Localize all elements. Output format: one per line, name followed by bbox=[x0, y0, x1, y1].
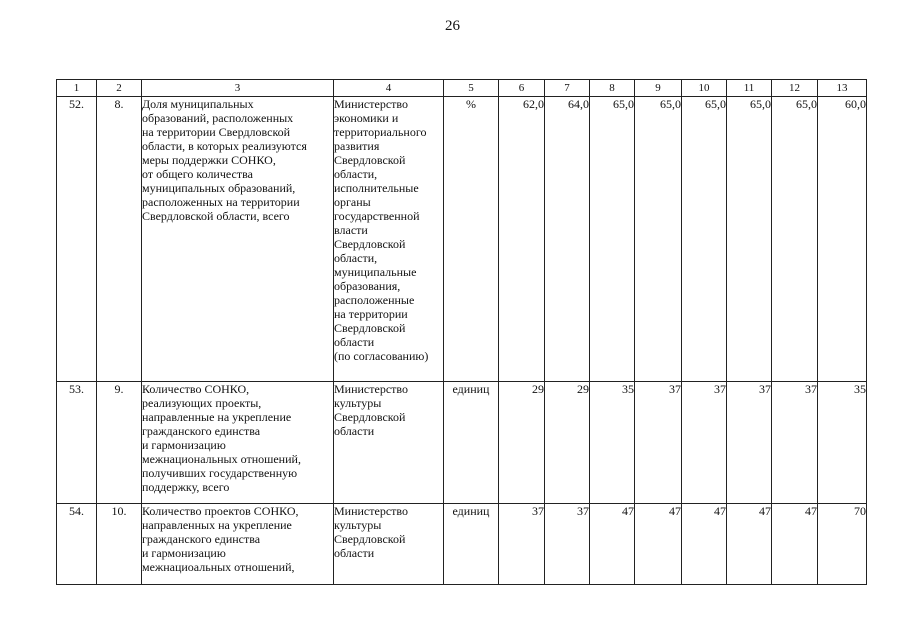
value-cell: 29 bbox=[545, 382, 590, 504]
header-cell: 12 bbox=[772, 80, 818, 97]
header-cell: 9 bbox=[635, 80, 682, 97]
value-cell: 65,0 bbox=[772, 97, 818, 382]
indicator-cell bbox=[142, 504, 334, 585]
value-cell: 37 bbox=[499, 504, 545, 585]
row-number: 52. bbox=[57, 97, 97, 382]
header-cell: 13 bbox=[818, 80, 867, 97]
value-cell: 37 bbox=[727, 382, 772, 504]
header-cell: 11 bbox=[727, 80, 772, 97]
executor-text: Министерство культуры Свердловской области bbox=[334, 382, 408, 438]
row-subnumber: 9. bbox=[97, 382, 142, 504]
value-cell: 70 bbox=[818, 504, 867, 585]
value-cell: 37 bbox=[682, 382, 727, 504]
value-cell: 47 bbox=[635, 504, 682, 585]
unit-cell: единиц bbox=[444, 382, 499, 504]
table-row bbox=[57, 97, 867, 382]
header-cell: 1 bbox=[57, 80, 97, 97]
indicator-text: Доля муниципальных образований, расположенных на территории Свердловской области, в которых реализуются меры поддержки СОНКО, от общего количества муниципальных образований, расположенных на территории Свердловской области, всего bbox=[142, 97, 307, 223]
value-cell: 65,0 bbox=[682, 97, 727, 382]
header-cell: 5 bbox=[444, 80, 499, 97]
header-cell: 4 bbox=[334, 80, 444, 97]
value-cell: 37 bbox=[635, 382, 682, 504]
row-subnumber: 10. bbox=[97, 504, 142, 585]
value-cell: 65,0 bbox=[635, 97, 682, 382]
value-cell: 37 bbox=[772, 382, 818, 504]
row-number: 54. bbox=[57, 504, 97, 585]
unit-cell: единиц bbox=[444, 504, 499, 585]
value-cell: 35 bbox=[590, 382, 635, 504]
header-cell: 7 bbox=[545, 80, 590, 97]
executor-text: Министерство экономики и территориального развития Свердловской области, исполнительные органы государственной власти Свердловской области, муниципальные образования, расположенные на территории Свердловской области (по согласованию) bbox=[334, 97, 429, 363]
executor-cell bbox=[334, 97, 444, 382]
value-cell: 47 bbox=[590, 504, 635, 585]
value-cell: 47 bbox=[772, 504, 818, 585]
table-row bbox=[57, 382, 867, 504]
indicator-text: Количество СОНКО, реализующих проекты, направленные на укрепление гражданского единства и гармонизацию межнациональных отношений, получивших государственную поддержку, всего bbox=[142, 382, 301, 494]
executor-text: Министерство культуры Свердловской области bbox=[334, 504, 408, 560]
header-row bbox=[57, 80, 867, 97]
header-cell: 8 bbox=[590, 80, 635, 97]
indicator-cell bbox=[142, 382, 334, 504]
value-cell: 37 bbox=[545, 504, 590, 585]
value-cell: 60,0 bbox=[818, 97, 867, 382]
value-cell: 29 bbox=[499, 382, 545, 504]
table-row bbox=[57, 504, 867, 585]
row-number: 53. bbox=[57, 382, 97, 504]
row-subnumber: 8. bbox=[97, 97, 142, 382]
header-cell: 2 bbox=[97, 80, 142, 97]
unit-cell: % bbox=[444, 97, 499, 382]
value-cell: 47 bbox=[727, 504, 772, 585]
value-cell: 65,0 bbox=[590, 97, 635, 382]
value-cell: 35 bbox=[818, 382, 867, 504]
indicator-text: Количество проектов СОНКО, направленных на укрепление гражданского единства и гармонизацию межнациоальных отношений, bbox=[142, 504, 299, 574]
value-cell: 62,0 bbox=[499, 97, 545, 382]
value-cell: 64,0 bbox=[545, 97, 590, 382]
value-cell: 47 bbox=[682, 504, 727, 585]
executor-cell bbox=[334, 382, 444, 504]
indicators-table bbox=[56, 79, 867, 585]
header-cell: 6 bbox=[499, 80, 545, 97]
executor-cell bbox=[334, 504, 444, 585]
page-number: 26 bbox=[445, 18, 460, 34]
header-cell: 10 bbox=[682, 80, 727, 97]
indicator-cell bbox=[142, 97, 334, 382]
header-cell: 3 bbox=[142, 80, 334, 97]
value-cell: 65,0 bbox=[727, 97, 772, 382]
